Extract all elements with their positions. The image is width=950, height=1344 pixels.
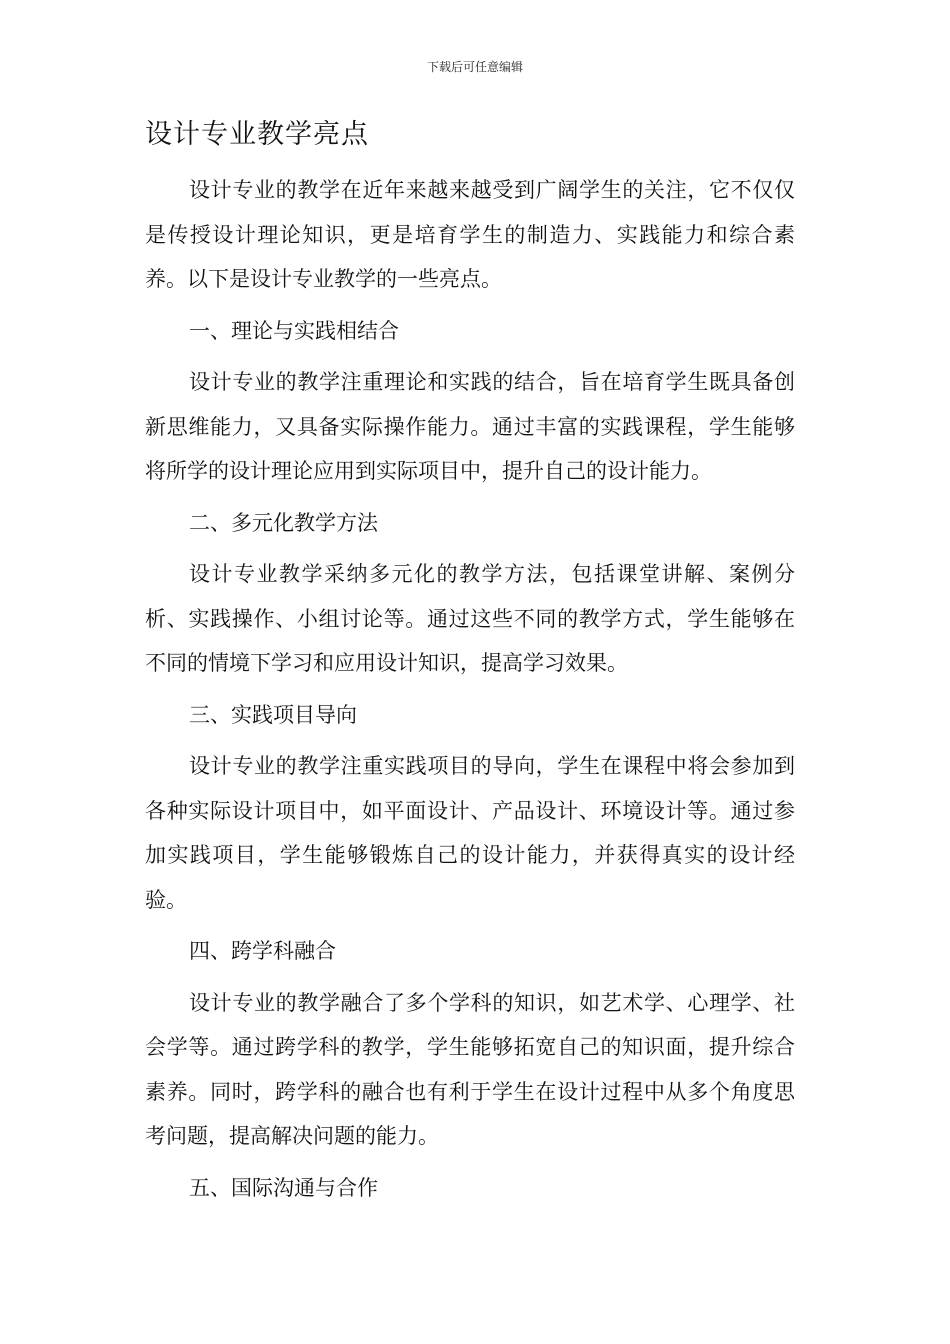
document-body	[145, 112, 795, 1217]
section-body-4: 设计专业的教学融合了多个学科的知识，如艺术学、心理学、社会学等。通过跨学科的教学，学生能够拓宽自己的知识面，提升综合素养。同时，跨学科的融合也有利于学生在设计过程中从多个角度思考问题，提高解决问题的能力。	[145, 990, 795, 1148]
section-heading-5: 五、国际沟通与合作	[189, 1175, 378, 1200]
section-body-2: 设计专业教学采纳多元化的教学方法，包括课堂讲解、案例分析、实践操作、小组讨论等。通过这些不同的教学方式，学生能够在不同的情境下学习和应用设计知识，提高学习效果。	[145, 562, 795, 675]
section-heading-4: 四、跨学科融合	[189, 939, 336, 963]
intro-paragraph: 设计专业的教学在近年来越来越受到广阔学生的关注，它不仅仅是传授设计理论知识，更是培育学生的制造力、实践能力和综合素养。以下是设计专业教学的一些亮点。	[145, 178, 795, 291]
section-body-1: 设计专业的教学注重理论和实践的结合，旨在培育学生既具备创新思维能力，又具备实际操作能力。通过丰富的实践课程，学生能够将所学的设计理论应用到实际项目中，提升自己的设计能力。	[145, 370, 795, 483]
document-title: 设计专业教学亮点	[145, 119, 369, 150]
section-body-3: 设计专业的教学注重实践项目的导向，学生在课程中将会参加到各种实际设计项目中，如平面设计、产品设计、环境设计等。通过参加实践项目，学生能够锻炼自己的设计能力，并获得真实的设计经验。	[145, 754, 795, 912]
section-heading-2: 二、多元化教学方法	[189, 510, 378, 535]
section-heading-3: 三、实践项目导向	[189, 702, 357, 727]
header-note: 下载后可任意编辑	[426, 60, 523, 74]
section-heading-1: 一、理论与实践相结合	[189, 318, 399, 343]
